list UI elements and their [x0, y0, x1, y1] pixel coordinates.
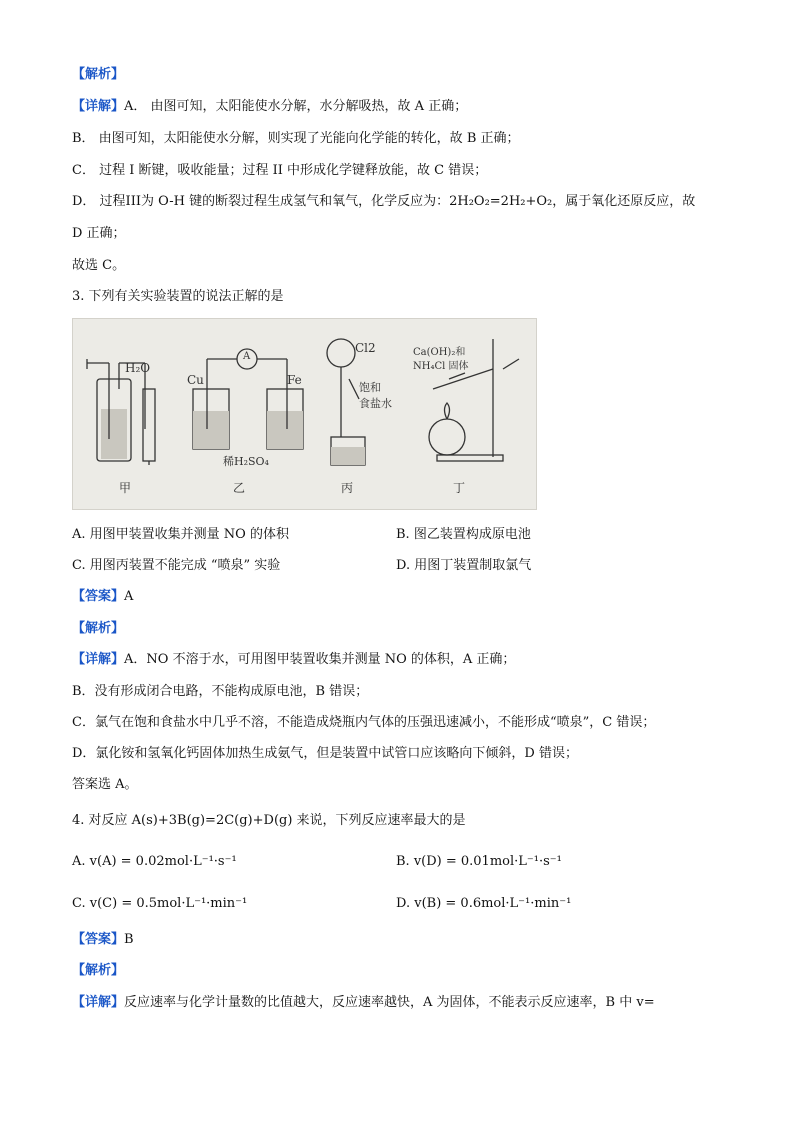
- q3-option-a: A. 用图甲装置收集并测量 NO 的体积: [72, 527, 289, 542]
- label-ammeter: A: [243, 351, 251, 362]
- q2-detail-d-cont: D 正确；: [72, 226, 126, 241]
- q3-detail-a: 【详解】A．NO 不溶于水，可用图甲装置收集并测量 NO 的体积，A 正确；: [72, 652, 516, 667]
- label-solid-2: NH₄Cl 固体: [413, 361, 469, 372]
- label-yi: 乙: [233, 481, 246, 495]
- label-brine-2: 食盐水: [359, 397, 392, 410]
- q2-detail-d: D． 过程III为 O-H 键的断裂过程生成氢气和氧气，化学反应为：2H₂O₂=2H₂+O₂，属于氧化还原反应，故: [72, 194, 696, 209]
- q3-option-b: B. 图乙装置构成原电池: [396, 527, 531, 542]
- q3-option-c: C. 用图丙装置不能完成 “喷泉” 实验: [72, 558, 281, 573]
- reaction-equation: 2H₂O₂=2H₂+O₂: [449, 194, 553, 209]
- q4-option-c: C. v(C) = 0.5mol·L⁻¹·min⁻¹: [72, 896, 248, 911]
- q3-detail-c: C．氯气在饱和食盐水中几乎不溶，不能造成烧瓶内气体的压强迅速减小，不能形成“喷泉”，C 错误；: [72, 715, 656, 730]
- label-acid: 稀H₂SO₄: [223, 455, 269, 468]
- q4-option-a: A. v(A) = 0.02mol·L⁻¹·s⁻¹: [72, 854, 237, 869]
- q3-conclusion: 答案选 A。: [72, 777, 138, 792]
- detail-label: 【详解】: [72, 99, 125, 114]
- q2-detail-a: 【详解】A． 由图可知，太阳能使水分解，水分解吸热，故 A 正确；: [72, 99, 468, 114]
- q4-option-d: D. v(B) = 0.6mol·L⁻¹·min⁻¹: [396, 896, 572, 911]
- q2-detail-c: C． 过程 I 断键，吸收能量；过程 II 中形成化学键释放能，故 C 错误；: [72, 163, 488, 178]
- q4-stem: 4. 对反应 A(s)+3B(g)=2C(g)+D(g) 来说，下列反应速率最大的是: [72, 813, 466, 828]
- label-ding: 丁: [453, 481, 466, 495]
- q2-conclusion: 故选 C。: [72, 258, 126, 273]
- analysis-heading: 【解析】: [72, 67, 125, 82]
- q3-detail-d: D．氯化铵和氢氧化钙固体加热生成氨气，但是装置中试管口应该略向下倾斜，D 错误；: [72, 746, 578, 761]
- label-h2o: H₂O: [125, 361, 151, 375]
- label-brine-1: 饱和: [359, 381, 381, 394]
- apparatus-drawing: [73, 319, 536, 509]
- q4-analysis-heading: 【解析】: [72, 963, 125, 978]
- q3-detail-b: B．没有形成闭合电路，不能构成原电池，B 错误；: [72, 684, 369, 699]
- round-flask: [327, 339, 355, 367]
- label-fe: Fe: [287, 373, 302, 387]
- label-bing: 丙: [341, 481, 354, 495]
- q4-detail: 【详解】反应速率与化学计量数的比值越大，反应速率越快，A 为固体，不能表示反应速率，B 中 v=: [72, 995, 655, 1010]
- q3-stem: 3. 下列有关实验装置的说法正解的是: [72, 289, 284, 304]
- apparatus-figure: [72, 318, 537, 510]
- label-jia: 甲: [119, 481, 132, 495]
- alcohol-lamp: [429, 419, 465, 455]
- label-solid-1: Ca(OH)₂和: [413, 347, 466, 358]
- q4-answer: 【答案】B: [72, 932, 134, 947]
- label-cl2: Cl2: [355, 341, 376, 355]
- q4-option-b: B. v(D) = 0.01mol·L⁻¹·s⁻¹: [396, 854, 562, 869]
- label-cu: Cu: [187, 373, 204, 387]
- q3-option-d: D. 用图丁装置制取氯气: [396, 558, 532, 573]
- q2-detail-b: B． 由图可知，太阳能使水分解，则实现了光能向化学能的转化，故 B 正确；: [72, 131, 520, 146]
- q3-analysis-heading: 【解析】: [72, 621, 125, 636]
- q3-answer: 【答案】A: [72, 589, 134, 604]
